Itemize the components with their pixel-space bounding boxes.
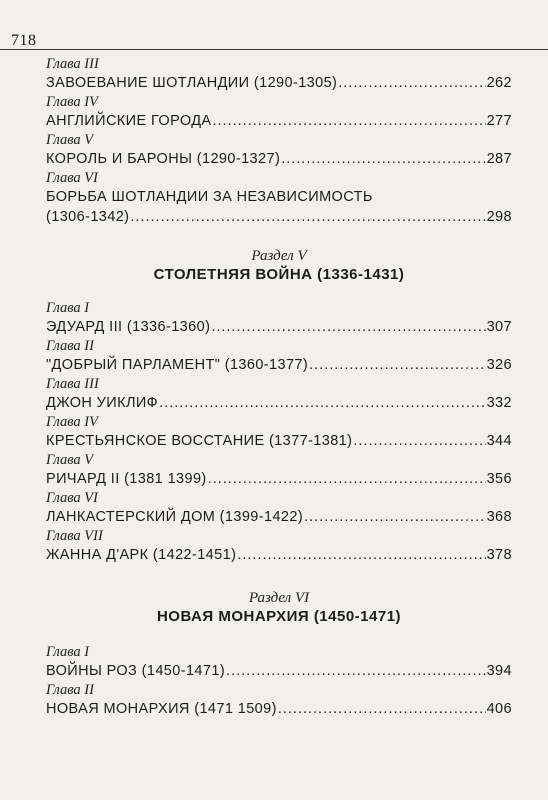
- toc-row: [46, 393, 512, 413]
- toc-entry: [46, 681, 512, 719]
- toc-entry: [46, 169, 512, 227]
- chapter-title-cont: (1306-1342): [46, 209, 130, 225]
- toc-entry: [46, 527, 512, 565]
- chapter-title: РИЧАРД II (1381 1399): [46, 471, 207, 487]
- toc-entry: [46, 131, 512, 169]
- toc-entry: [46, 299, 512, 337]
- dot-leader: [159, 393, 485, 413]
- section-label: Раздел VI: [248, 590, 310, 606]
- dot-leader: [353, 431, 485, 451]
- toc-row: [46, 207, 512, 227]
- chapter-label: Глава VII: [46, 528, 103, 544]
- page-ref: 344: [486, 433, 512, 449]
- toc-entry: [46, 451, 512, 489]
- table-of-contents: [46, 55, 512, 719]
- chapter-label: Глава VI: [46, 170, 98, 186]
- chapter-title: ВОЙНЫ РОЗ (1450-1471): [46, 663, 226, 679]
- chapter-title: КОРОЛЬ И БАРОНЫ (1290-1327): [46, 151, 281, 167]
- chapter-label: Глава IV: [46, 414, 98, 430]
- section-title: СТОЛЕТНЯЯ ВОЙНА (1336-1431): [153, 266, 405, 283]
- toc-row: [46, 661, 512, 681]
- chapter-label: Глава VI: [46, 490, 98, 506]
- toc-entry: [46, 93, 512, 131]
- chapter-title: НОВАЯ МОНАРХИЯ (1471 1509): [46, 701, 277, 717]
- toc-entry: [46, 337, 512, 375]
- chapter-label: Глава III: [46, 56, 99, 72]
- page-ref: 307: [486, 319, 512, 335]
- dot-leader: [278, 699, 486, 719]
- dot-leader: [130, 207, 485, 227]
- chapter-label: Глава III: [46, 376, 99, 392]
- toc-row: [46, 73, 512, 93]
- chapter-label: Глава V: [46, 132, 94, 148]
- dot-leader: [304, 507, 486, 527]
- toc-entry: [46, 375, 512, 413]
- page-ref: 368: [486, 509, 512, 525]
- dot-leader: [237, 545, 485, 565]
- dot-leader: [213, 111, 486, 131]
- dot-leader: [309, 355, 485, 375]
- toc-entry: [46, 643, 512, 681]
- header-rule: [0, 49, 548, 50]
- page-ref: 326: [486, 357, 512, 373]
- page-ref: 356: [486, 471, 512, 487]
- chapter-title: КРЕСТЬЯНСКОЕ ВОССТАНИЕ (1377-1381): [46, 433, 353, 449]
- dot-leader: [208, 469, 486, 489]
- chapter-title: "ДОБРЫЙ ПАРЛАМЕНТ" (1360-1377): [46, 357, 309, 373]
- chapter-title: ЭДУАРД III (1336-1360): [46, 319, 211, 335]
- page-ref: 287: [486, 151, 512, 167]
- chapter-title: БОРЬБА ШОТЛАНДИИ ЗА НЕЗАВИСИМОСТЬ: [46, 189, 373, 205]
- toc-row: [46, 507, 512, 527]
- chapter-title: ЗАВОЕВАНИЕ ШОТЛАНДИИ (1290-1305): [46, 75, 338, 91]
- dot-leader: [226, 661, 486, 681]
- chapter-title: АНГЛИЙСКИЕ ГОРОДА: [46, 113, 212, 129]
- page-ref: 406: [486, 701, 512, 717]
- chapter-label: Глава II: [46, 682, 94, 698]
- page-ref: 277: [486, 113, 512, 129]
- page-number: 718: [11, 32, 37, 49]
- toc-row: [46, 355, 512, 375]
- page-ref: 378: [486, 547, 512, 563]
- section-title: НОВАЯ МОНАРХИЯ (1450-1471): [156, 608, 402, 625]
- chapter-label: Глава II: [46, 338, 94, 354]
- toc-row: [46, 111, 512, 131]
- toc-row: [46, 699, 512, 719]
- chapter-title: ЛАНКАСТЕРСКИЙ ДОМ (1399-1422): [46, 509, 304, 525]
- dot-leader: [211, 317, 485, 337]
- toc-row: [46, 469, 512, 489]
- dot-leader: [281, 149, 485, 169]
- chapter-label: Глава V: [46, 452, 94, 468]
- chapter-title: ЖАННА Д'АРК (1422-1451): [46, 547, 237, 563]
- chapter-label: Глава IV: [46, 94, 98, 110]
- dot-leader: [338, 73, 485, 93]
- section-label: Раздел V: [251, 248, 307, 264]
- page-ref: 394: [486, 663, 512, 679]
- chapter-label: Глава I: [46, 300, 90, 316]
- page-ref: 262: [486, 75, 512, 91]
- toc-row: [46, 149, 512, 169]
- toc-entry: [46, 489, 512, 527]
- toc-row: [46, 431, 512, 451]
- page-ref: 332: [486, 395, 512, 411]
- chapter-title: ДЖОН УИКЛИФ: [46, 395, 159, 411]
- toc-row: [46, 317, 512, 337]
- toc-row: [46, 545, 512, 565]
- toc-entry: [46, 413, 512, 451]
- chapter-label: Глава I: [46, 644, 90, 660]
- toc-entry: [46, 55, 512, 93]
- page-ref: 298: [486, 209, 512, 225]
